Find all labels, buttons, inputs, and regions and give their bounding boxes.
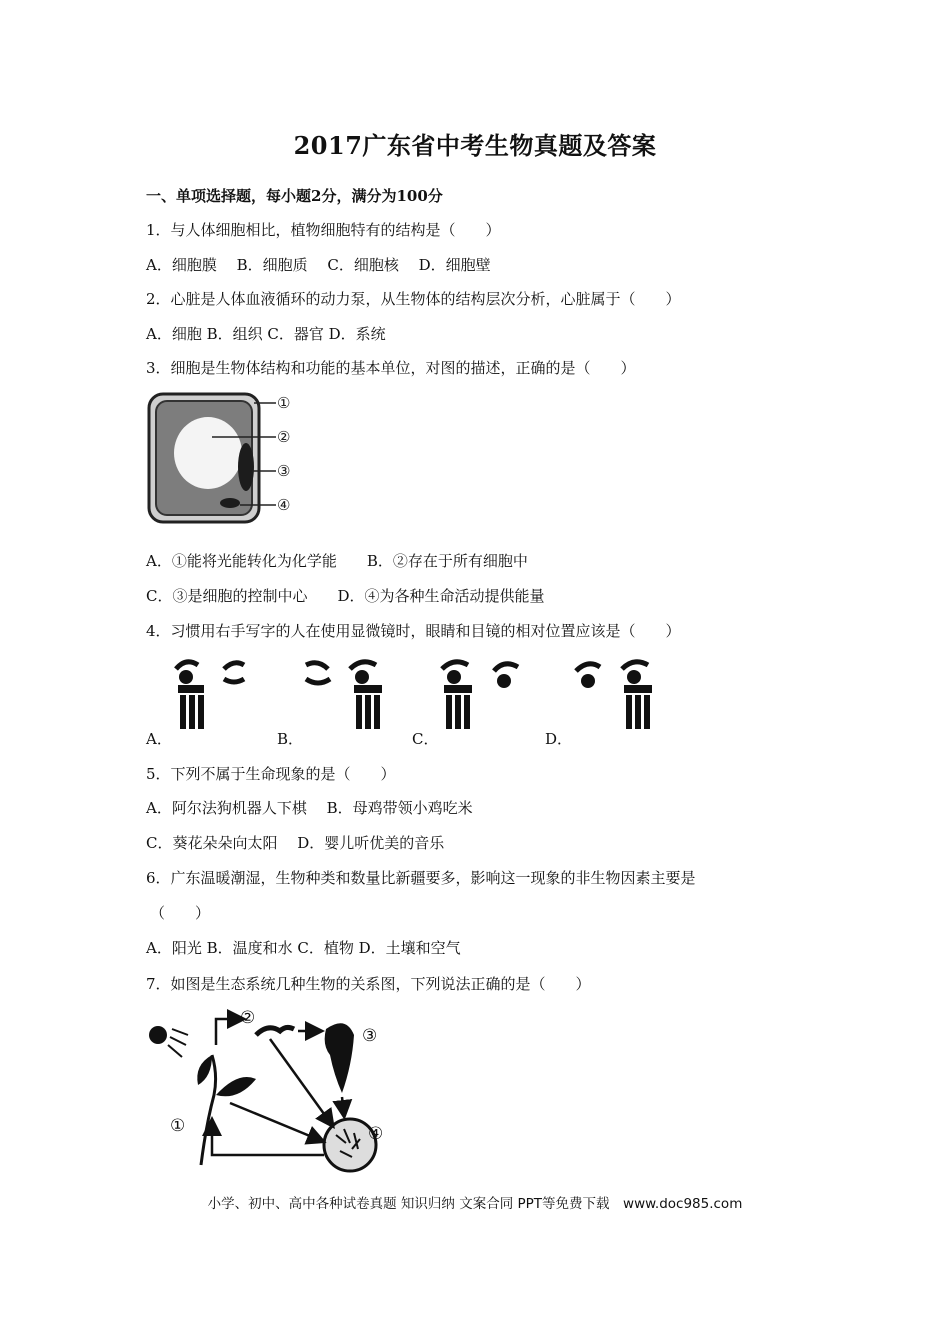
question-6-stem-cont: （ ） (150, 904, 211, 922)
eco-label-3: ③ (362, 1026, 378, 1046)
page-title: 2017广东省中考生物真题及答案 (293, 131, 657, 160)
page-footer: 小学、初中、高中各种试卷真题 知识归纳 文案合同 PPT等免费下载 www.doc985.com (207, 1196, 743, 1212)
eco-label-2: ② (240, 1008, 256, 1028)
choice-label-d: D． (545, 730, 573, 748)
question-5-options-ab: A．阿尔法狗机器人下棋 B．母鸡带领小鸡吃米 (146, 799, 473, 817)
question-7-stem: 7．如图是生态系统几种生物的关系图，下列说法正确的是（ ） (146, 975, 591, 993)
question-6-options: A．阳光 B．温度和水 C．植物 D．土壤和空气 (146, 939, 461, 957)
choice-label-c: C． (412, 730, 439, 748)
question-2-stem: 2．心脏是人体血液循环的动力泵，从生物体的结构层次分析，心脏属于（ ） (146, 290, 681, 308)
cell-label-1: ① (277, 394, 291, 412)
choice-label-b: B． (277, 730, 304, 748)
microscope-figure-b (300, 655, 390, 735)
section-header: 一、单项选择题，每小题2分，满分为100分 (146, 187, 443, 205)
cell-label-4: ④ (277, 496, 291, 514)
microscope-figure-c (438, 655, 528, 735)
microscope-figure-d (572, 655, 662, 735)
question-3-stem: 3．细胞是生物体结构和功能的基本单位，对图的描述，正确的是（ ） (146, 359, 636, 377)
eco-label-1: ① (170, 1116, 186, 1136)
plant-cell-figure (146, 391, 306, 526)
cell-label-2: ② (277, 428, 291, 446)
question-4-stem: 4．习惯用右手写字的人在使用显微镜时，眼睛和目镜的相对位置应该是（ ） (146, 622, 681, 640)
question-5-options-cd: C．葵花朵朵向太阳 D．婴儿听优美的音乐 (146, 834, 445, 852)
question-2-options: A．细胞 B．组织 C．器官 D．系统 (146, 325, 386, 343)
eco-label-4: ④ (368, 1124, 384, 1144)
question-3-options-cd: C．③是细胞的控制中心 D．④为各种生命活动提供能量 (146, 587, 545, 605)
question-6-stem: 6．广东温暖潮湿，生物种类和数量比新疆要多，影响这一现象的非生物因素主要是 (146, 869, 696, 887)
microscope-figure-a (172, 655, 252, 735)
cell-label-3: ③ (277, 462, 291, 480)
choice-label-a: A． (146, 730, 172, 748)
question-1-options: A．细胞膜 B．细胞质 C．细胞核 D．细胞壁 (146, 256, 491, 274)
ecosystem-figure (146, 1005, 391, 1175)
question-3-options-ab: A．①能将光能转化为化学能 B．②存在于所有细胞中 (146, 552, 528, 570)
question-1-stem: 1．与人体细胞相比，植物细胞特有的结构是（ ） (146, 221, 501, 239)
question-5-stem: 5．下列不属于生命现象的是（ ） (146, 765, 396, 783)
